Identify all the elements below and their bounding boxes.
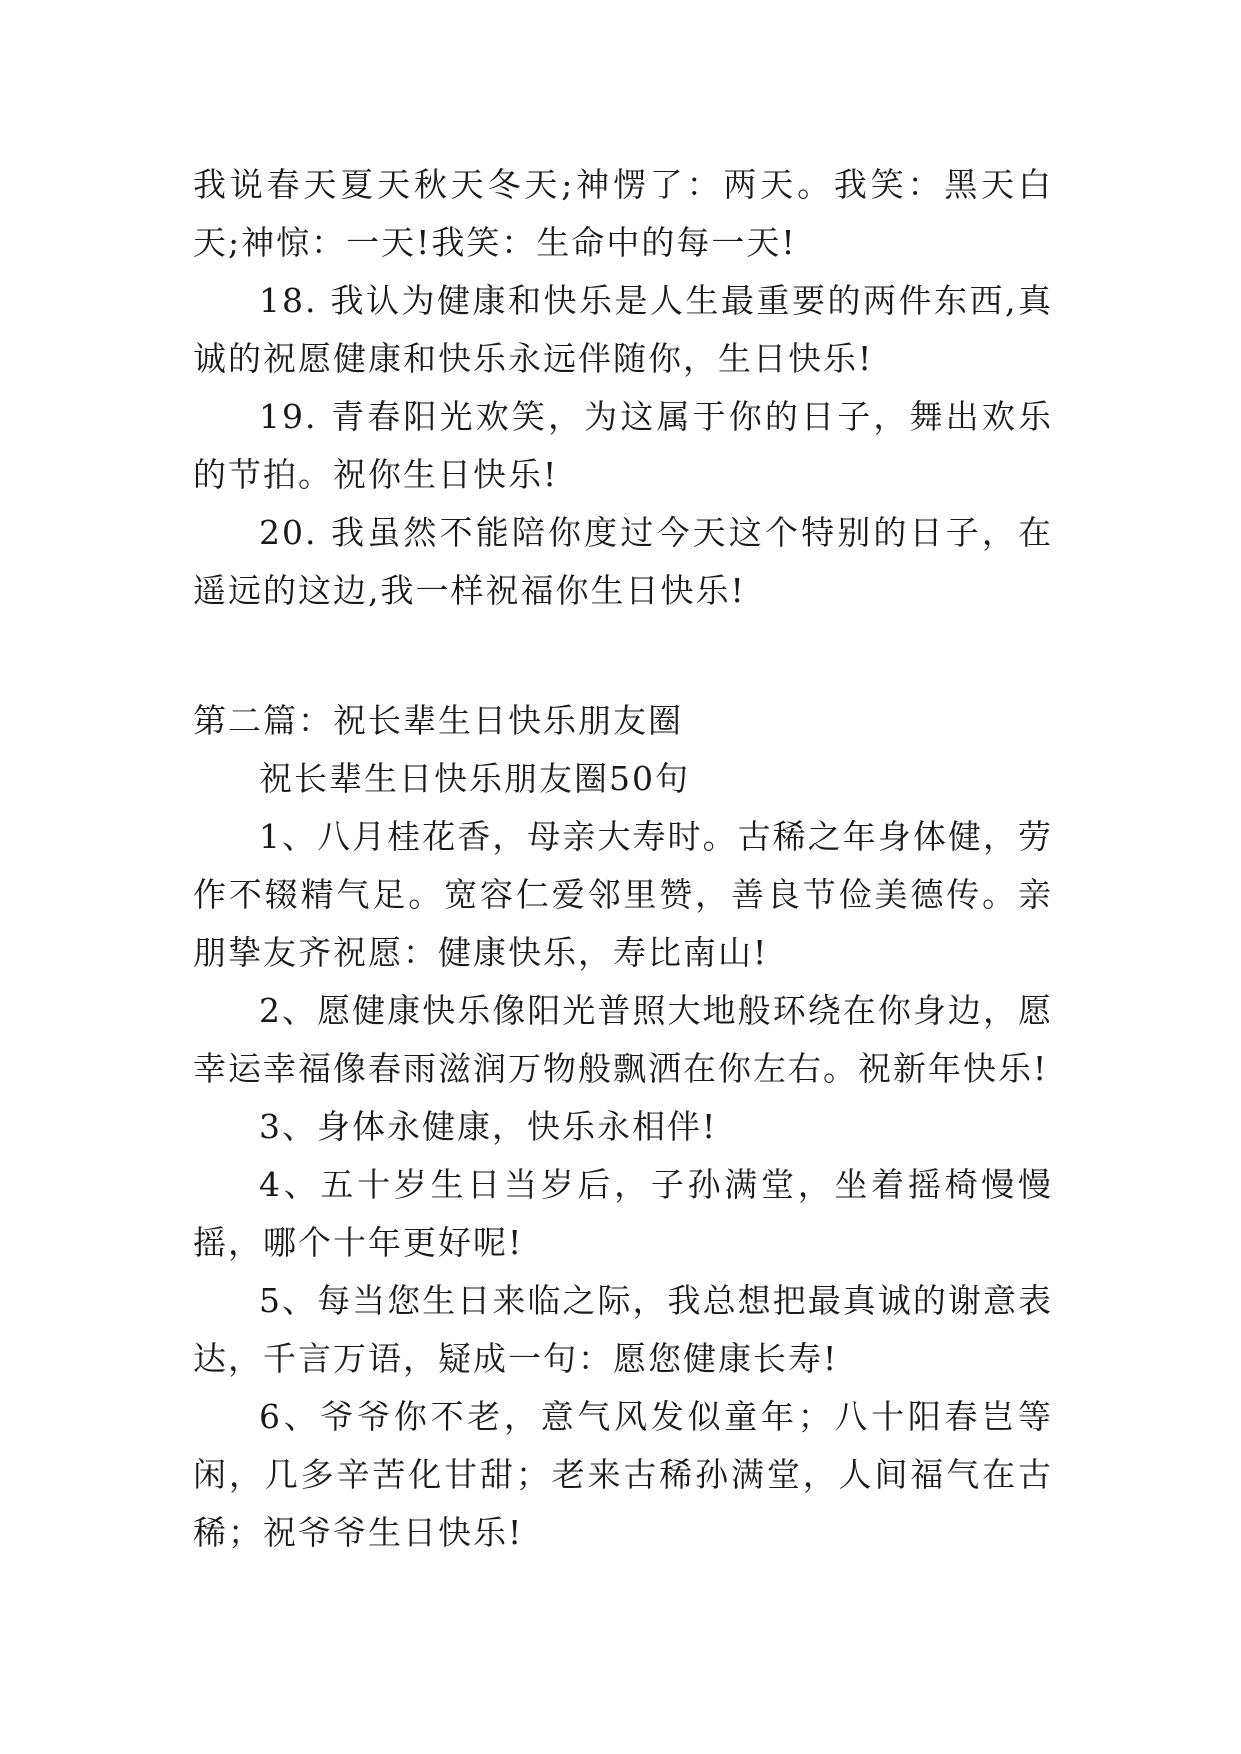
paragraph: 6、爷爷你不老，意气风发似童年；八十阳春岂等闲，几多辛苦化甘甜；老来古稀孙满堂，人间福气在古稀；祝爷爷生日快乐! (193, 1397, 1053, 1552)
paragraph: 18. 我认为健康和快乐是人生最重要的两件东西,真诚的祝愿健康和快乐永远伴随你，生日快乐! (193, 281, 1053, 378)
section-subtitle: 祝长辈生日快乐朋友圈50句 (259, 759, 690, 798)
paragraph: 我说春天夏天秋天冬天;神愣了：两天。我笑：黑天白天;神惊：一天!我笑：生命中的每一天! (193, 165, 1053, 262)
section-gap (193, 620, 1053, 692)
paragraph: 4、五十岁生日当岁后，子孙满堂，坐着摇椅慢慢摇，哪个十年更好呢! (193, 1165, 1053, 1262)
paragraph: 3、身体永健康，快乐永相伴! (259, 1107, 718, 1146)
paragraph: 19. 青春阳光欢笑，为这属于你的日子，舞出欢乐的节拍。祝你生日快乐! (193, 397, 1053, 494)
section-heading: 第二篇：祝长辈生日快乐朋友圈 (193, 701, 683, 740)
paragraph: 20. 我虽然不能陪你度过今天这个特别的日子，在遥远的这边,我一样祝福你生日快乐! (193, 513, 1053, 610)
document-body (193, 156, 1053, 1562)
paragraph: 2、愿健康快乐像阳光普照大地般环绕在你身边，愿幸运幸福像春雨滋润万物般飘洒在你左右。祝新年快乐! (193, 991, 1053, 1088)
paragraph: 1、八月桂花香，母亲大寿时。古稀之年身体健，劳作不辍精气足。宽容仁爱邻里赞，善良节俭美德传。亲朋挚友齐祝愿：健康快乐，寿比南山! (193, 817, 1053, 972)
paragraph: 5、每当您生日来临之际，我总想把最真诚的谢意表达，千言万语，疑成一句：愿您健康长寿! (193, 1281, 1053, 1378)
